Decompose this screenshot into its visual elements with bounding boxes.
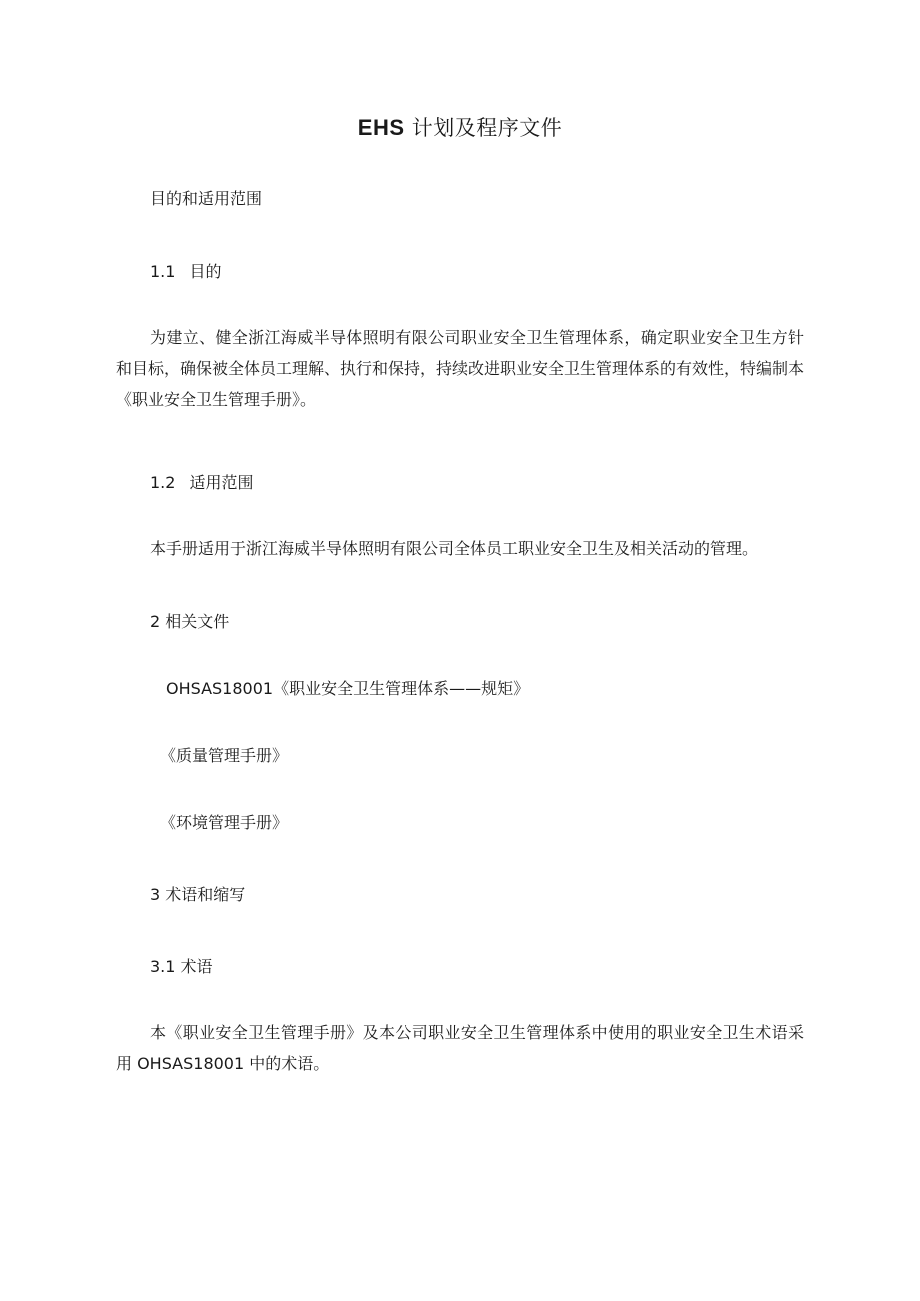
section-1-1-heading bbox=[150, 262, 221, 282]
title-latin: EHS bbox=[357, 115, 405, 140]
section-3-1-body: 本《职业安全卫生管理手册》及本公司职业安全卫生管理体系中使用的职业安全卫生术语采用 OHSAS18001 中的术语。 bbox=[116, 1023, 804, 1073]
related-doc-item: 《质量管理手册》 bbox=[160, 746, 289, 765]
related-doc-item: OHSAS18001《职业安全卫生管理体系——规矩》 bbox=[166, 679, 530, 698]
purpose-scope-heading: 目的和适用范围 bbox=[150, 189, 263, 208]
section-1-2-number: 1.2 bbox=[150, 473, 176, 492]
section-1-2-body: 本手册适用于浙江海威半导体照明有限公司全体员工职业安全卫生及相关活动的管理。 bbox=[150, 539, 759, 558]
section-1-1-number: 1.1 bbox=[150, 262, 176, 281]
section-1-1-body: 为建立、健全浙江海威半导体照明有限公司职业安全卫生管理体系，确定职业安全卫生方针和目标，确保被全体员工理解、执行和保持，持续改进职业安全卫生管理体系的有效性，特编制本《职业安全卫生管理手册》。 bbox=[116, 328, 805, 409]
section-1-2-heading bbox=[150, 473, 253, 493]
section-1-2-label: 适用范围 bbox=[189, 473, 254, 492]
section-3-1-heading: 3.1 术语 bbox=[150, 957, 213, 976]
title-rest: 计划及程序文件 bbox=[404, 116, 563, 140]
section-2-heading: 2 相关文件 bbox=[150, 612, 230, 631]
section-3-heading: 3 术语和缩写 bbox=[150, 885, 246, 904]
section-1-1-label: 目的 bbox=[189, 262, 222, 281]
document-title bbox=[0, 112, 920, 142]
related-doc-item: 《环境管理手册》 bbox=[160, 813, 289, 832]
